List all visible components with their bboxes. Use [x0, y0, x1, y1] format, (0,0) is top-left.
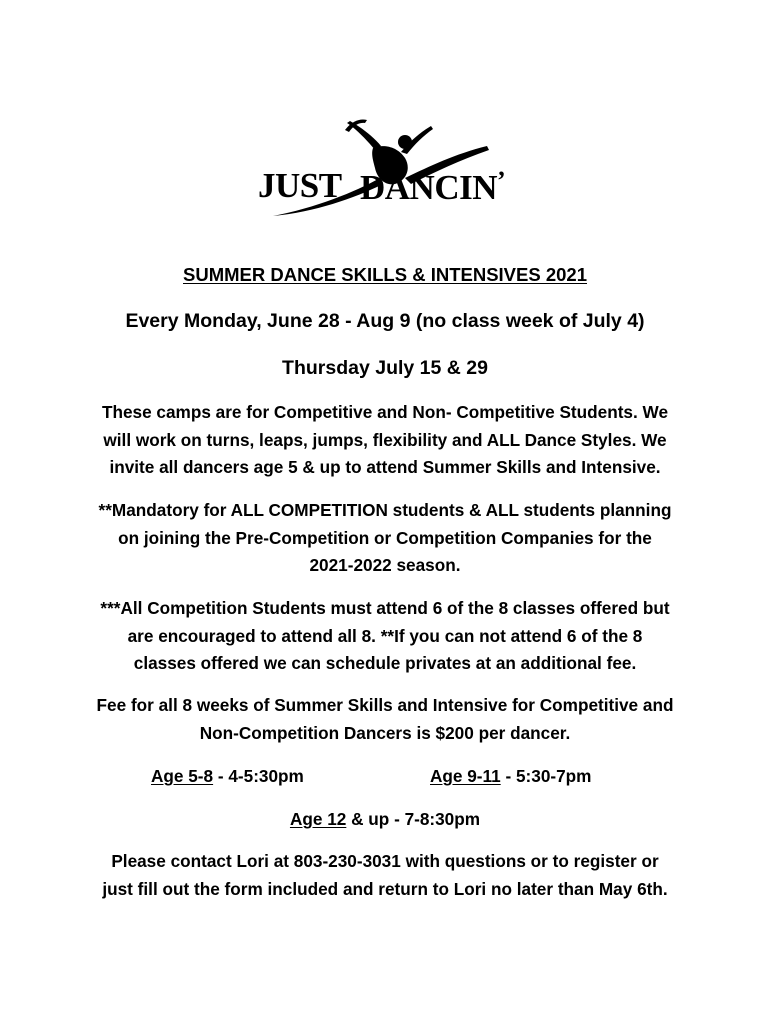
- mandatory-line: on joining the Pre-Competition or Competition Companies for the: [118, 527, 652, 548]
- logo-word-dancin-text: DANCIN: [360, 168, 497, 207]
- page-title-text: SUMMER DANCE SKILLS & INTENSIVES 2021: [183, 264, 587, 285]
- age-group-label: Age 5-8: [151, 766, 214, 786]
- attendance-paragraph: [30, 595, 740, 678]
- age-group-label: Age 9-11: [430, 766, 501, 786]
- age-group-time: & up - 7-8:30pm: [346, 809, 481, 829]
- fee-paragraph: [30, 692, 740, 747]
- fee-line: Fee for all 8 weeks of Summer Skills and Intensive for Competitive and: [96, 695, 674, 715]
- contact-paragraph: [30, 848, 740, 903]
- age-group-time: - 5:30-7pm: [500, 766, 592, 786]
- attendance-line: classes offered we can schedule privates at an additional fee.: [133, 653, 637, 673]
- fee-line: Non-Competition Dancers is $200 per dancer.: [199, 722, 571, 743]
- age-group-9-11: [430, 763, 591, 790]
- age-group-5-8: [151, 763, 304, 790]
- logo-word-dancin: [360, 168, 505, 205]
- age-group-12-up: [20, 806, 750, 833]
- contact-line: Please contact Lori at 803-230-3031 with questions or to register or: [111, 851, 659, 871]
- just-dancin-logo: [255, 118, 525, 224]
- mandatory-line: 2021-2022 season.: [309, 555, 461, 575]
- page-title: [20, 262, 750, 288]
- mandatory-paragraph: [30, 497, 740, 580]
- logo-apostrophe: ’: [497, 166, 506, 195]
- attendance-line: are encouraged to attend all 8. **If you can not attend 6 of the 8: [127, 625, 643, 646]
- attendance-line: ***All Competition Students must attend 6 of the 8 classes offered but: [100, 598, 670, 618]
- about-paragraph: [30, 399, 740, 482]
- about-line: These camps are for Competitive and Non- Competitive Students. We: [101, 402, 669, 422]
- contact-line: just fill out the form included and return to Lori no later than May 6th.: [102, 878, 668, 899]
- age-group-label: Age 12: [289, 809, 347, 829]
- logo-word-just: JUST: [258, 166, 342, 205]
- age-group-time: - 4-5:30pm: [213, 766, 304, 786]
- about-line: will work on turns, leaps, jumps, flexibility and ALL Dance Styles. We: [103, 429, 667, 450]
- schedule-mondays: Every Monday, June 28 - Aug 9 (no class week of July 4): [125, 310, 645, 332]
- schedule-thursdays: Thursday July 15 & 29: [282, 357, 488, 379]
- about-line: invite all dancers age 5 & up to attend Summer Skills and Intensive.: [109, 457, 661, 477]
- mandatory-line: **Mandatory for ALL COMPETITION students & ALL students planning: [98, 500, 672, 520]
